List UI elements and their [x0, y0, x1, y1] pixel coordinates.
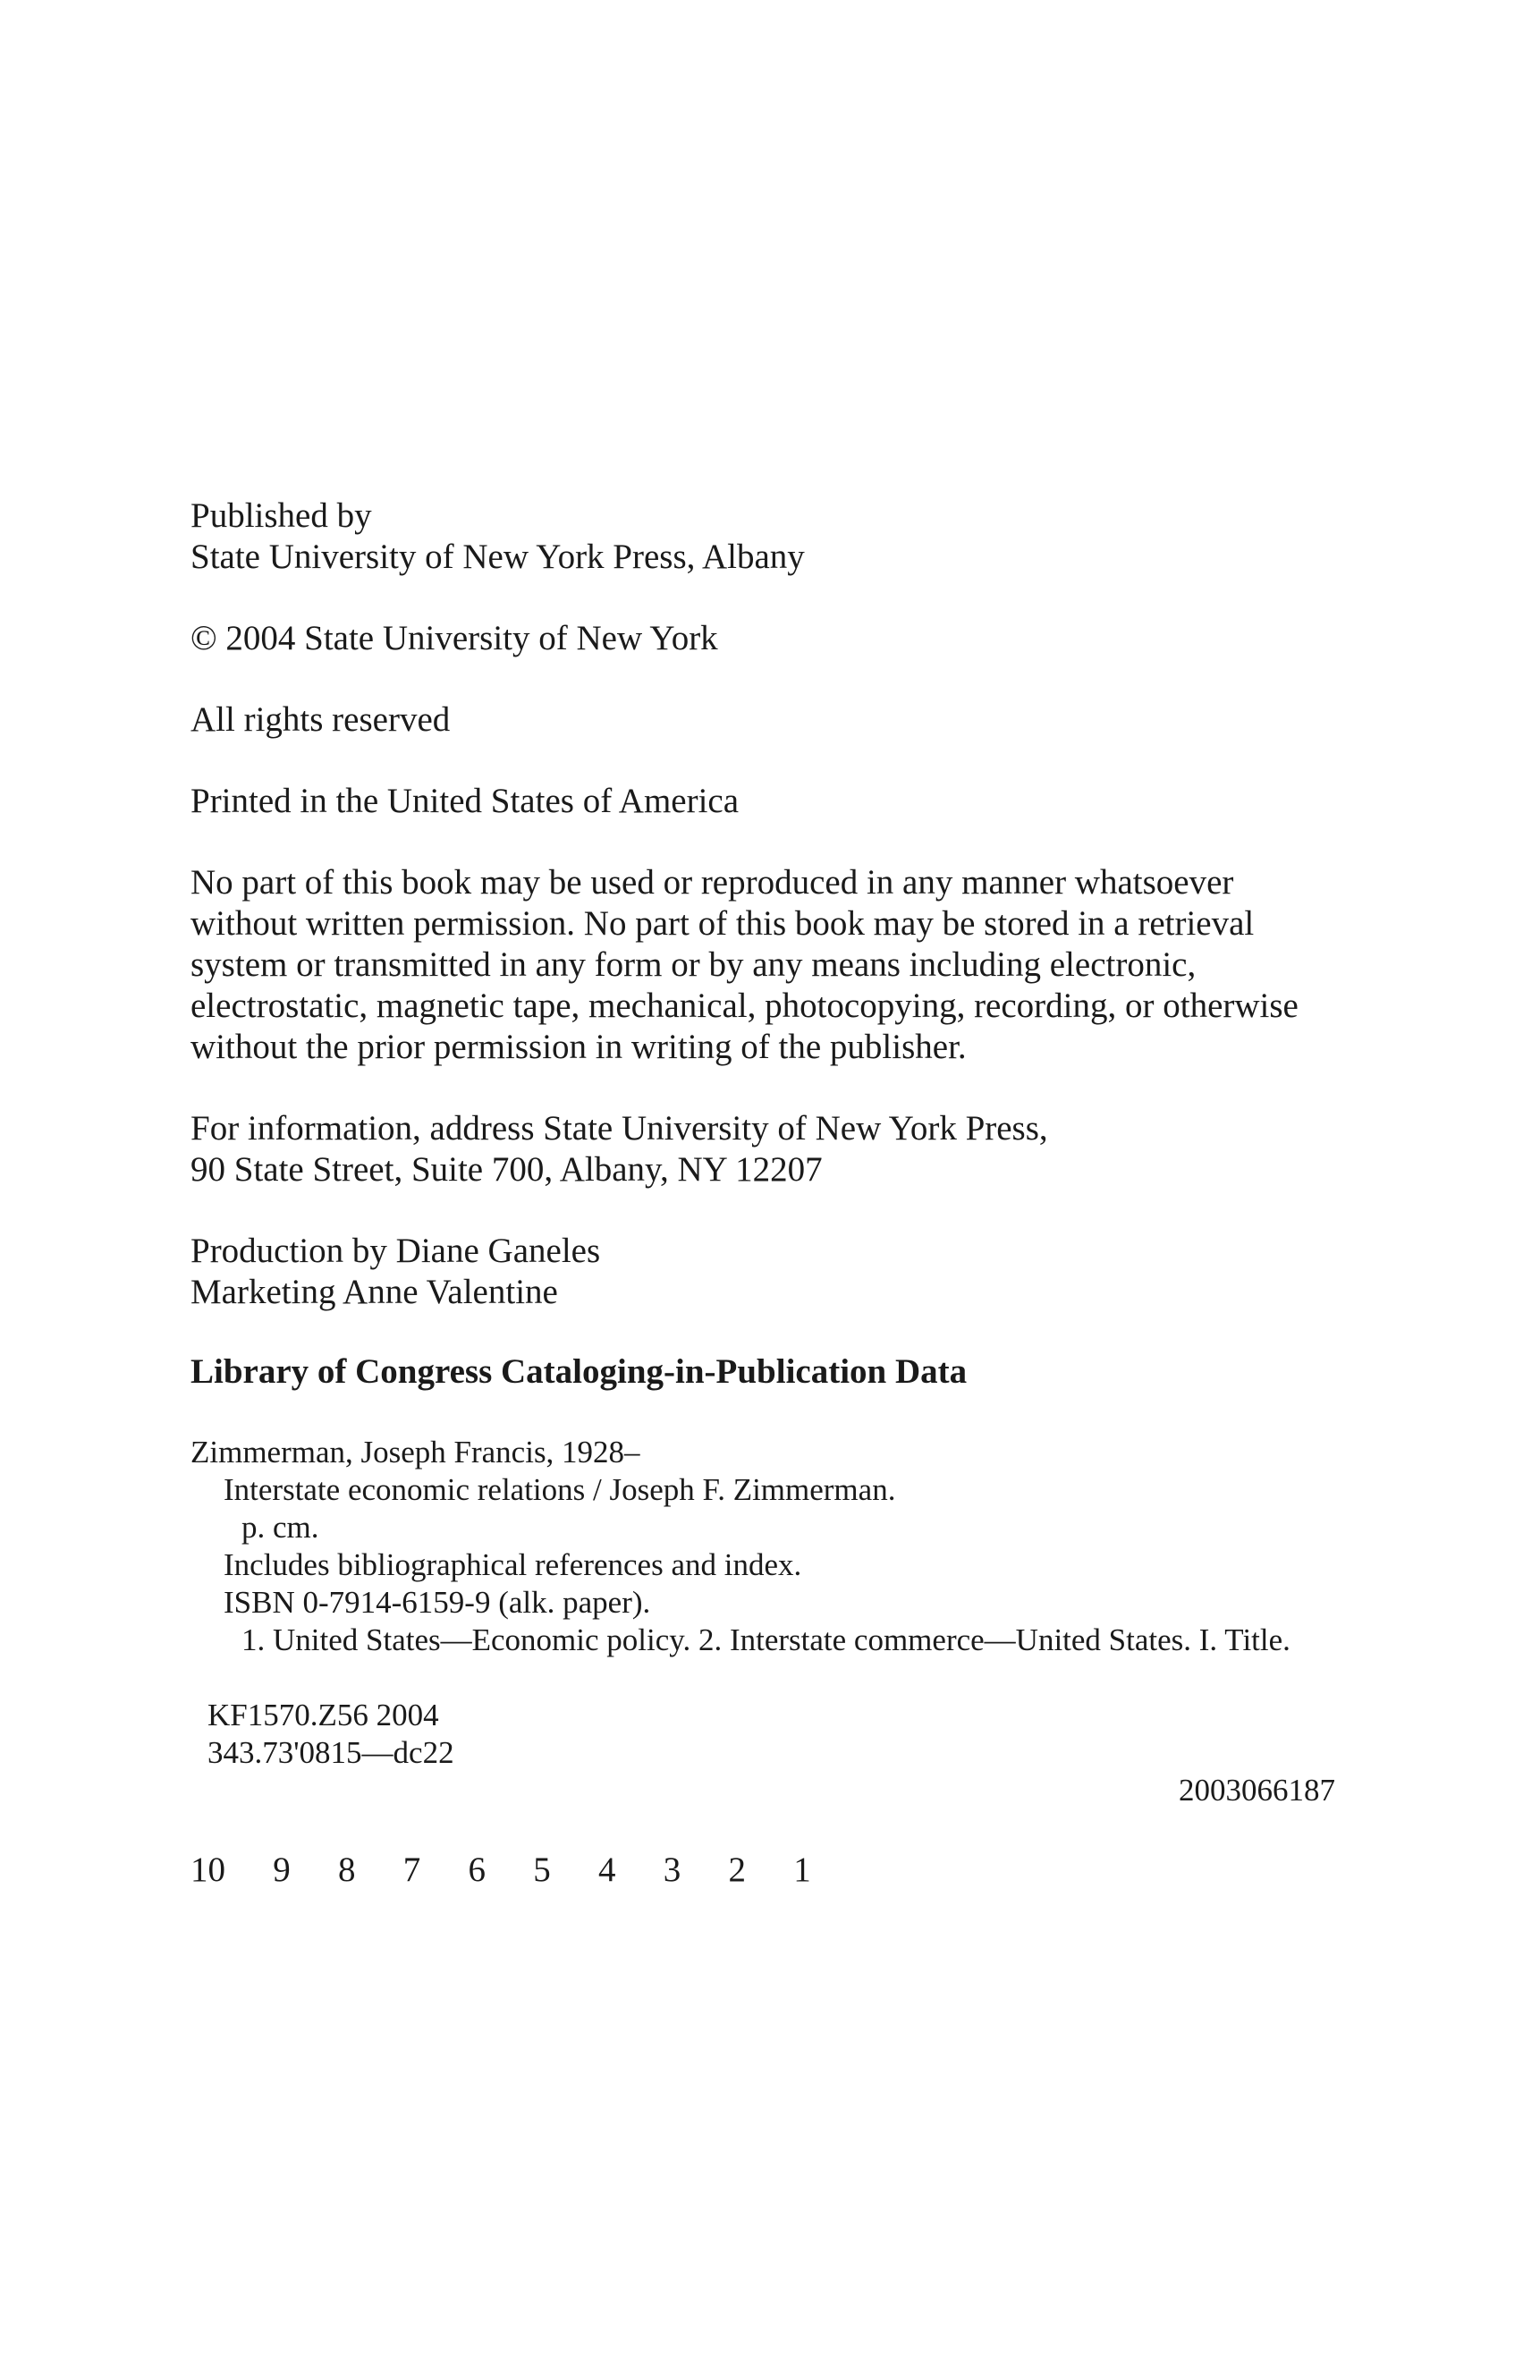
cip-author: Zimmerman, Joseph Francis, 1928–: [190, 1435, 640, 1470]
cip-heading: Library of Congress Cataloging-in-Publication Data: [190, 1352, 968, 1391]
dewey-number: 343.73'0815—dc22: [207, 1735, 454, 1770]
call-number: KF1570.Z56 2004: [207, 1698, 439, 1732]
printed-in-line: Printed in the United States of America: [190, 782, 740, 820]
cip-title: Interstate economic relations / Joseph F. Zimmerman.: [224, 1472, 896, 1507]
cip-isbn: ISBN 0-7914-6159-9 (alk. paper).: [224, 1585, 651, 1620]
permission-line: No part of this book may be used or reproduced in any manner whatsoever: [190, 863, 1234, 902]
permission-line: without the prior permission in writing of the publisher.: [190, 1028, 967, 1066]
address-line: 90 State Street, Suite 700, Albany, NY 12207: [190, 1150, 823, 1189]
permission-line: electrostatic, magnetic tape, mechanical, photocopying, recording, or otherwise: [190, 987, 1299, 1025]
rights-line: All rights reserved: [190, 700, 451, 739]
printing-line: 10 9 8 7 6 5 4 3 2 1: [190, 1851, 811, 1889]
publisher-name: State University of New York Press, Albany: [190, 538, 805, 576]
marketing-credit: Marketing Anne Valentine: [190, 1273, 558, 1311]
production-credit: Production by Diane Ganeles: [190, 1232, 601, 1270]
permission-line: without written permission. No part of this book may be stored in a retrieval: [190, 904, 1255, 943]
published-by-label: Published by: [190, 496, 372, 535]
information-line: For information, address State University of New York Press,: [190, 1109, 1048, 1148]
cip-physical: p. cm.: [241, 1510, 319, 1545]
lccn: 2003066187: [1179, 1773, 1335, 1808]
permission-line: system or transmitted in any form or by any means including electronic,: [190, 945, 1197, 984]
copyright-line: © 2004 State University of New York: [190, 619, 718, 657]
cip-note: Includes bibliographical references and index.: [224, 1547, 802, 1582]
cip-subjects: 1. United States—Economic policy. 2. Interstate commerce—United States. I. Title.: [241, 1622, 1290, 1657]
